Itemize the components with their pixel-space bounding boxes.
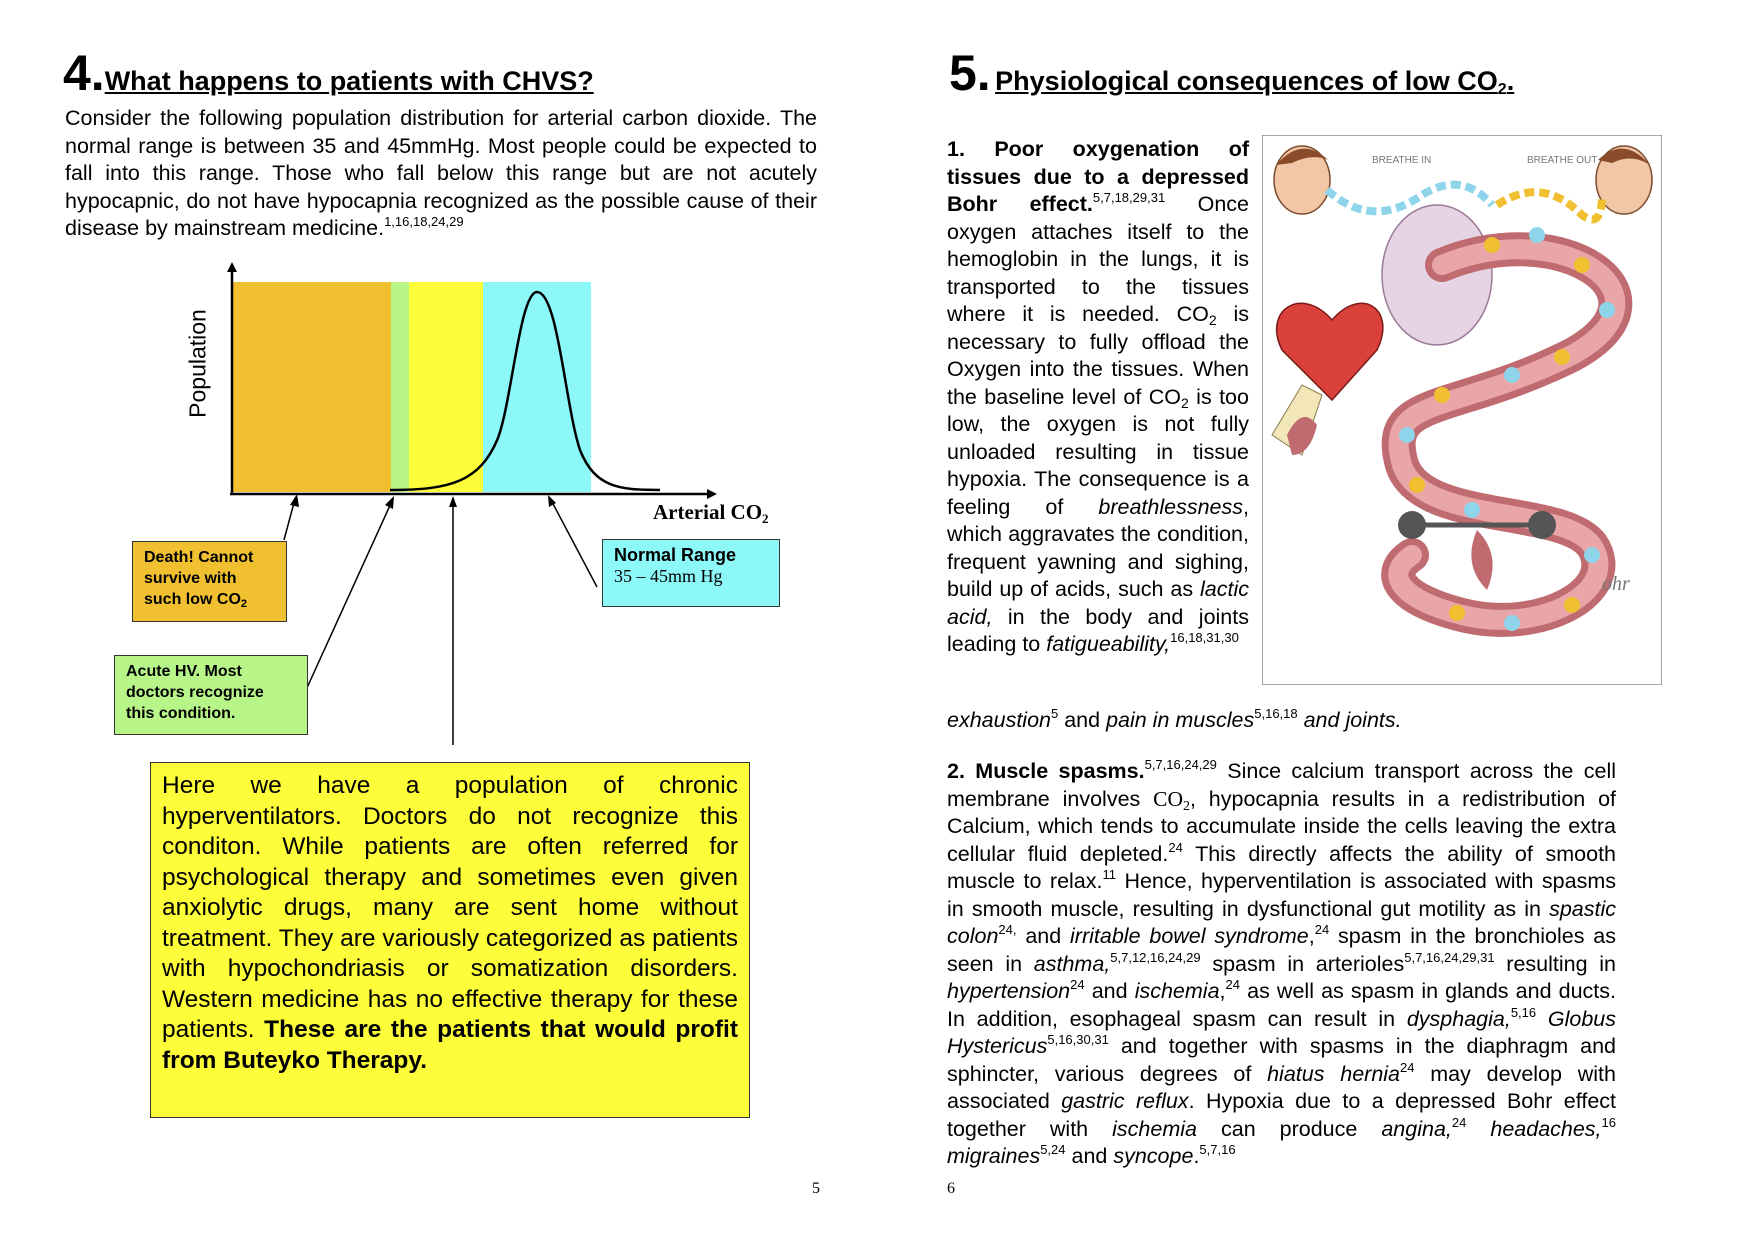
- chronic-text: Here we have a population of chronic hyperventilators. Doctors do not recognize this conditon. While patients are often referred for psychological therapy and sometimes even given anxiolytic drugs, many are sent home without treatment. They are variously categorized as patients with hypochondriasis or somatization disorders. Western medicine has no effective therapy for these patients.: [162, 772, 738, 1043]
- death-callout: Death! Cannot survive with such low $CO_2$: [132, 541, 287, 622]
- dumbbell-icon: [1398, 511, 1426, 539]
- section-5-heading: [949, 44, 1514, 102]
- page-number-left: 5: [812, 1180, 820, 1197]
- arrow-normal: [551, 500, 597, 587]
- breathe-in-label: BREATHE IN: [1372, 155, 1432, 166]
- acute-callout: Acute HV. Most doctors recognize this condition.: [114, 655, 308, 735]
- right-page: [877, 0, 1754, 1239]
- y-axis-label: Population: [184, 309, 211, 418]
- breathe-out-label: BREATHE OUT: [1527, 155, 1598, 166]
- item-2-text: 2. Muscle spasms.$^{5,7,16,24,29}$ Since calcium transport across the cell membrane involves $CO_2$, hypocapnia results in a redistribution of Calcium, which tends to accumulate inside the cells leaving the extra cellular fluid depleted.$^{24}$ This directly affects the ability of smooth muscle to relax.$^{11}$ Hence, hyperventilation is associated with spasms in smooth muscle, resulting in dysfunctional gut motility as in spastic colon$^{24,}$ and irritable bowel syndrome,$^{24}$ spasm in the bronchioles as seen in asthma,$^{5,7,12,16,24,29}$ spasm in arterioles$^{5,7,16,24,29,31}$ resulting in hypertension$^{24}$ and ischemia,$^{24}$ as well as spasm in glands and ducts. In addition, esophageal spasm can result in dysphagia,$^{5,16}$ Globus Hystericus$^{5,16,30,31}$ and together with spasms in the diaphragm and sphincter, various degrees of hiatus hernia$^{24}$ may develop with associated gastric reflux. Hypoxia due to a depressed Bohr effect together with ischemia can produce angina,$^{24}$ headaches,$^{16}$ migraines$^{5,24}$ and syncope.$^{5,7,16}$: [947, 757, 1617, 1168]
- artist-signature: ohr: [1602, 573, 1630, 595]
- x-axis-label: Arterial $CO_2$: [653, 500, 769, 526]
- section-number: 4.: [63, 45, 105, 101]
- item-1-heading: 1. Poor oxygenation of tissues due to a depressed Bohr effect.: [947, 137, 1249, 216]
- normal-range-callout: Normal Range 35 – 45mm Hg: [602, 539, 780, 607]
- chronic-bold-text: These are the patients that would profit from Buteyko Therapy.: [162, 1016, 738, 1074]
- item-1-continuation: exhaustion$^5$ and pain in muscles$^{5,16,18}$ and joints.: [947, 706, 1402, 732]
- section-title: Physiological consequences of low $CO_2$.: [995, 66, 1515, 98]
- section-number: 5.: [949, 45, 991, 101]
- chronic-callout: [150, 762, 750, 1118]
- intro-refs: 1,16,18,24,29: [384, 214, 464, 229]
- item-2-heading: 2. Muscle spasms.: [947, 759, 1145, 783]
- intro-text: Consider the following population distribution for arterial carbon dioxide. The normal range is between 35 and 45mmHg. Most people could be expected to fall into this range. Those who fall below this range but are not acutely hypocapnic, do not have hypocapnia recognized as the possible cause of their disease by mainstream medicine.: [65, 106, 817, 240]
- blood-circulation-illustration: [1262, 135, 1662, 685]
- pointer-arrows: [0, 0, 877, 760]
- section-title: What happens to patients with CHVS?: [104, 66, 594, 96]
- page-number-right: 6: [947, 1180, 955, 1197]
- item-1-text: 1. Poor oxygenation of tissues due to a depressed Bohr effect.$^{5,7,18,29,31}$ Once oxygen attaches itself to the hemoglobin in the lungs, it is transported to the tissues where it is needed. $CO_2$ is necessary to fully offload the Oxygen into the tissues. When the baseline level of $CO_2$ is too low, the oxygen is not fully unloaded resulting in tissue hypoxia. The consequence is a feeling of breathlessness, which aggravates the condition, frequent yawning and sighing, build up of acids, such as lactic acid, in the body and joints leading to fatigueability,$^{16,18,31,30}$: [947, 137, 1250, 656]
- arrow-acute: [306, 501, 392, 690]
